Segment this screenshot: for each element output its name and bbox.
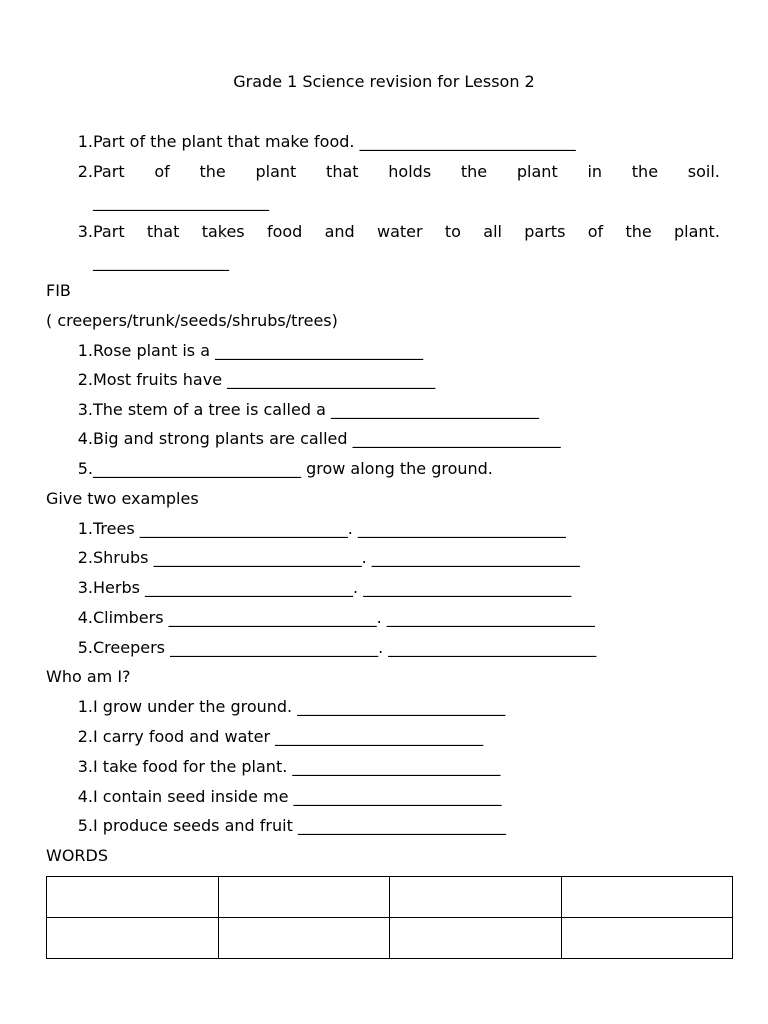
item-text: Herbs __________________________. __________________________: [93, 578, 572, 597]
question-3: [68, 222, 720, 242]
table-cell[interactable]: [561, 918, 733, 959]
question-word: Part: [93, 222, 125, 241]
words-heading: WORDS: [46, 846, 109, 865]
table-cell[interactable]: [390, 918, 562, 959]
item-text: I take food for the plant. __________________________: [93, 757, 501, 776]
table-cell[interactable]: [218, 877, 390, 918]
question-word: takes: [201, 222, 245, 241]
question-word: of: [154, 162, 170, 181]
question-word: the: [631, 162, 659, 181]
question-word: water: [377, 222, 423, 241]
question-word: Part: [93, 162, 125, 181]
fib-item: [68, 459, 720, 479]
item-text: I carry food and water __________________________: [93, 727, 484, 746]
table-row: [47, 877, 733, 918]
question-word: parts: [524, 222, 566, 241]
question-word: plant: [255, 162, 297, 181]
question-word: that: [326, 162, 359, 181]
item-text: I produce seeds and fruit __________________________: [93, 816, 506, 835]
riddle-item: [68, 757, 720, 777]
example-item: [68, 608, 720, 628]
example-item: [68, 548, 720, 568]
question-word: to: [444, 222, 461, 241]
item-text: Trees __________________________. __________________________: [93, 519, 566, 538]
question-word: soil.: [687, 162, 720, 181]
question-word: the: [199, 162, 226, 181]
question-text: [93, 162, 720, 182]
question-1: [68, 132, 720, 152]
item-text: I grow under the ground. __________________________: [93, 697, 506, 716]
riddle-item: [68, 727, 720, 747]
item-number: 3.: [77, 757, 93, 776]
item-number: 2.: [77, 727, 93, 746]
item-number: 1.: [77, 519, 93, 538]
item-number: 5.: [77, 638, 93, 657]
table-cell[interactable]: [47, 877, 219, 918]
item-number: 4.: [77, 787, 93, 806]
item-number: 5.: [77, 816, 93, 835]
question-word: in: [587, 162, 603, 181]
examples-heading: Give two examples: [46, 489, 199, 508]
question-text: [93, 222, 720, 242]
question-word: and: [324, 222, 355, 241]
table-cell[interactable]: [561, 877, 733, 918]
item-number: 2.: [77, 370, 93, 389]
item-number: 4.: [77, 608, 93, 627]
item-text: __________________________ grow along the ground.: [93, 459, 493, 478]
question-text: Part of the plant that make food. ___________________________: [93, 132, 576, 151]
example-item: [68, 519, 720, 539]
fib-heading: FIB: [46, 281, 71, 300]
question-word: of: [587, 222, 604, 241]
question-word: that: [146, 222, 180, 241]
item-text: Most fruits have __________________________: [93, 370, 436, 389]
question-2: [68, 162, 720, 182]
item-text: Big and strong plants are called __________________________: [93, 429, 561, 448]
riddle-item: [68, 697, 720, 717]
item-number: 1.: [77, 697, 93, 716]
question-word: holds: [388, 162, 432, 181]
item-text: The stem of a tree is called a __________________________: [93, 400, 539, 419]
question-word: food: [266, 222, 303, 241]
page-title: Grade 1 Science revision for Lesson 2: [233, 72, 535, 91]
table-cell[interactable]: [218, 918, 390, 959]
fib-item: [68, 370, 720, 390]
item-number: 4.: [77, 429, 93, 448]
question-number: 2.: [77, 162, 93, 181]
question-number: 3.: [77, 222, 93, 241]
item-text: Shrubs __________________________. __________________________: [93, 548, 580, 567]
table-row: [47, 918, 733, 959]
item-number: 5.: [77, 459, 93, 478]
question-word: plant: [516, 162, 558, 181]
example-item: [68, 638, 720, 658]
question-number: 1.: [77, 132, 93, 151]
question-word: plant.: [674, 222, 720, 241]
item-number: 1.: [77, 341, 93, 360]
fib-item: [68, 429, 720, 449]
example-item: [68, 578, 720, 598]
words-table: [46, 876, 733, 959]
item-text: Rose plant is a __________________________: [93, 341, 424, 360]
answer-blank: _________________: [93, 252, 229, 271]
riddle-item: [68, 787, 720, 807]
item-text: Creepers __________________________. __________________________: [93, 638, 597, 657]
who-am-i-heading: Who am I?: [46, 667, 131, 686]
fib-item: [68, 341, 720, 361]
riddle-item: [68, 816, 720, 836]
question-word: the: [625, 222, 652, 241]
item-number: 2.: [77, 548, 93, 567]
item-text: I contain seed inside me __________________________: [93, 787, 502, 806]
item-text: Climbers __________________________. __________________________: [93, 608, 595, 627]
table-cell[interactable]: [47, 918, 219, 959]
word-bank: ( creepers/trunk/seeds/shrubs/trees): [46, 311, 338, 330]
answer-blank: ______________________: [93, 192, 269, 211]
item-number: 3.: [77, 400, 93, 419]
question-word: the: [460, 162, 488, 181]
item-number: 3.: [77, 578, 93, 597]
table-cell[interactable]: [390, 877, 562, 918]
question-word: all: [483, 222, 502, 241]
fib-item: [68, 400, 720, 420]
